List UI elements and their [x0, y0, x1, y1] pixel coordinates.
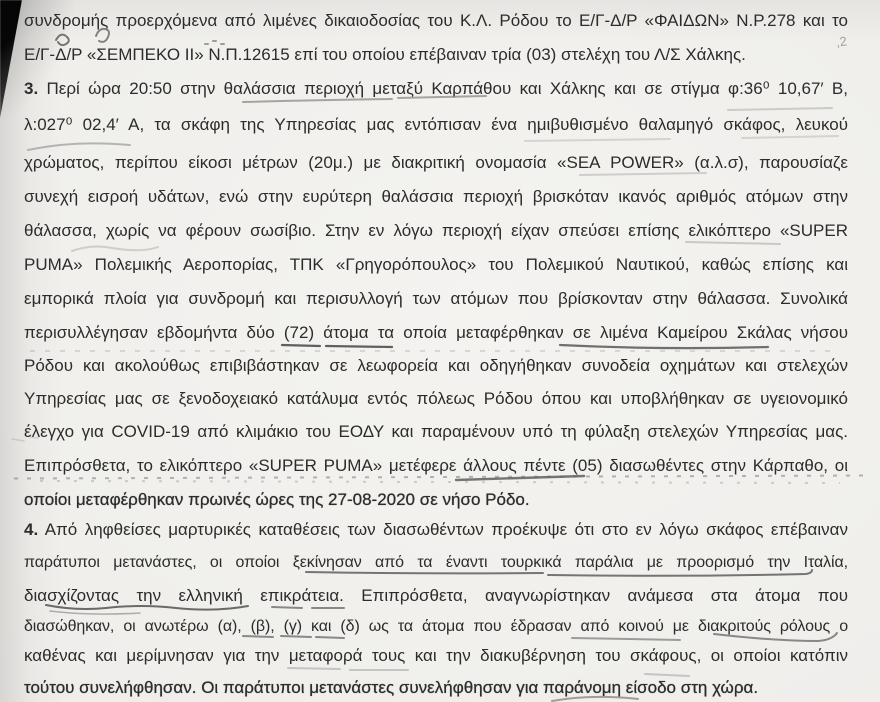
text-line: διασώθηκαν, οι ανωτέρω (α), (β), (γ) και (δ) ως τα άτομα που έδρασαν από κοινού με διακριτούς ρόλους ο [24, 618, 848, 635]
text-line: διασχίζοντας την ελληνική επικράτεια. Επιπρόσθετα, αναγνωρίστηκαν ανάμεσα στα άτομα που [24, 586, 848, 605]
text-line: PUMA» Πολεμικής Αεροπορίας, ΤΠΚ «Γρηγορόπουλος» του Πολεμικού Ναυτικού, καθώς επίσης και [24, 255, 848, 274]
text-line: θάλασσα, χωρίς να φέρουν σωσίβιο. Στην εν λόγω περιοχή είχαν σπεύσει επίσης ελικόπτερο «SUPER [24, 221, 848, 240]
text-line: εμπορικά πλοία για συνδρομή και περισυλλογή των ατόμων που βρίσκονταν στην θάλασσα. Συνολικά [24, 289, 848, 308]
text-line: οποίοι μεταφέρθηκαν πρωινές ώρες της 27-08-2020 σε νήσο Ρόδο. [24, 490, 530, 509]
text-line: συνεχή εισροή υδάτων, ενώ στην ευρύτερη θαλάσσια περιοχή βρισκόταν ικανός αριθμός ατόμων στην [24, 187, 848, 206]
text-line: περισυλλέγησαν εβδομήντα δύο (72) άτομα τα οποία μεταφέρθηκαν σε λιμένα Καμείρου Σκάλας νήσου [24, 323, 848, 342]
text-line: καθένας και μερίμνησαν για την μεταφορά τους και την διακυβέρνηση του σκάφους, οι οποίοι κατόπιν [24, 646, 848, 665]
text-line [24, 519, 848, 542]
text-line: συνδρομής προερχόμενα από λιμένες δικαιοδοσίας του Κ.Λ. Ρόδου το Ε/Γ-Δ/Ρ «ΦΑΙΔΩΝ» Ν.Ρ.278 και το [24, 11, 848, 30]
scan-corner-shadow [0, 0, 22, 118]
paragraph-number: 4. [24, 520, 39, 539]
text-line: τούτου συνελήφθησαν. Οι παράτυποι μετανάστες συνελήφθησαν για παράνομη είσοδο στη χώρα. [24, 678, 759, 697]
text-line: παράτυποι μετανάστες, οι οποίοι ξεκίνησαν από τα έναντι τουρκικά παράλια με προορισμό την Ιταλία, [24, 554, 848, 571]
text-line: Επιπρόσθετα, το ελικόπτερο «SUPER PUMA» μετέφερε άλλους πέντε (05) διασωθέντες στην Κάρπαθο, οι [24, 456, 848, 475]
handwritten-corner-mark: ,2 [835, 33, 848, 50]
text-line [24, 78, 848, 101]
text-span: Περί ώρα 20:50 στην θαλάσσια περιοχή μεταξύ Καρπάθου και Χάλκης και σε στίγμα φ:36⁰ 10,67′ Β, [46, 79, 848, 98]
text-line: Ρόδου και ακολούθως επιβιβάστηκαν σε λεωφορεία και οδηγήθηκαν συνοδεία οχημάτων και στελεχών [24, 356, 848, 375]
text-span: Από ληφθείσες μαρτυρικές καταθέσεις των διασωθέντων προέκυψε ότι στο εν λόγω σκάφος επέβαιναν [44, 520, 848, 539]
text-line: Υπηρεσίας μας σε ξενοδοχειακό κατάλυμα εντός πόλεως Ρόδου όπου και υποβλήθηκαν σε υγειονομικό [24, 389, 848, 408]
text-line: Ε/Γ-Δ/Ρ «ΣΕΜΠΕΚΟ ΙΙ» Ν.Π.12615 επί του οποίου επέβαιναν τρία (03) στελέχη του Λ/Σ Χάλκης. [24, 45, 746, 64]
scan-noise-streak [30, 350, 840, 352]
text-line: χρώματος, περίπου είκοσι μέτρων (20μ.) με διακριτική ονομασία «SEA POWER» (α.λ.σ), παρουσίαζε [24, 153, 848, 172]
text-line: λ:027⁰ 02,4′ Α, τα σκάφη της Υπηρεσίας μας εντόπισαν ένα ημιβυθισμένο θαλαμηγό σκάφος, λευκού [24, 115, 848, 134]
paragraph-number: 3. [24, 79, 39, 98]
text-line: έλεγχο για COVID-19 από κλιμάκιο του ΕΟΔΥ και παραμένουν υπό τη φύλαξη στελεχών Υπηρεσίας μας. [24, 422, 848, 441]
